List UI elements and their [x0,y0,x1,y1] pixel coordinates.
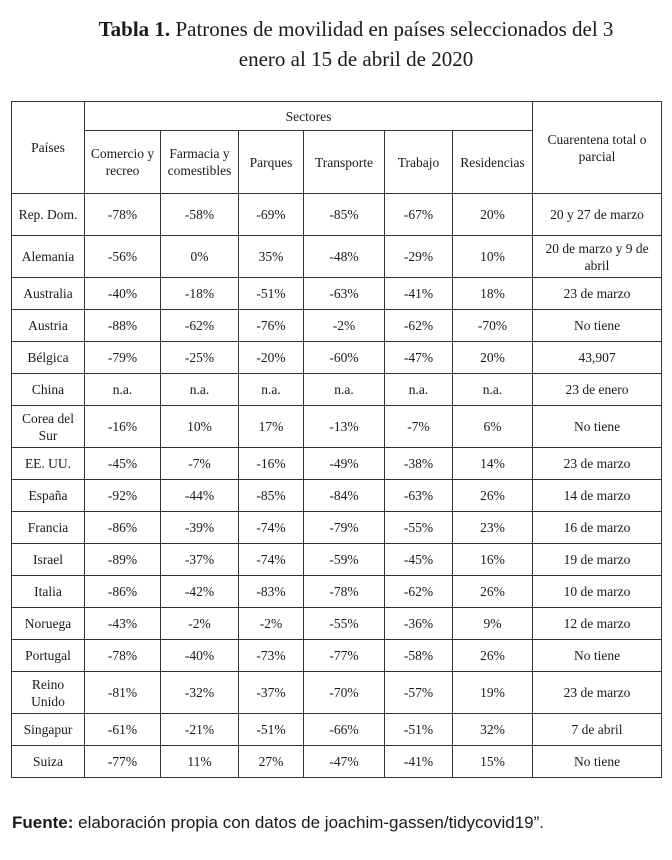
value-cell: -56% [85,236,161,278]
value-cell: 27% [239,746,304,778]
country-cell: Italia [12,576,85,608]
table-row [12,512,662,544]
table-number: Tabla 1. [98,17,171,41]
value-cell: -79% [304,512,385,544]
value-cell: -79% [85,342,161,374]
country-cell: China [12,374,85,406]
quarantine-cell: 20 de marzo y 9 de abril [533,236,662,278]
value-cell: 26% [453,576,533,608]
value-cell: -57% [385,672,453,714]
country-cell: Reino Unido [12,672,85,714]
value-cell: -39% [161,512,239,544]
value-cell: -16% [85,406,161,448]
value-cell: -21% [161,714,239,746]
value-cell: 0% [161,236,239,278]
value-cell: -55% [385,512,453,544]
value-cell: -40% [85,278,161,310]
value-cell: -85% [304,194,385,236]
value-cell: -63% [304,278,385,310]
table-row [12,480,662,512]
value-cell: -73% [239,640,304,672]
value-cell: 14% [453,448,533,480]
value-cell: -62% [385,576,453,608]
value-cell: 18% [453,278,533,310]
quarantine-cell: 14 de marzo [533,480,662,512]
value-cell: -83% [239,576,304,608]
country-cell: Austria [12,310,85,342]
value-cell: 6% [453,406,533,448]
table-title-line2: enero al 15 de abril de 2020 [238,47,474,71]
value-cell: -44% [161,480,239,512]
value-cell: -48% [304,236,385,278]
table-row [12,448,662,480]
quarantine-cell: 12 de marzo [533,608,662,640]
country-cell: Corea del Sur [12,406,85,448]
country-cell: Alemania [12,236,85,278]
table-row [12,236,662,278]
value-cell: n.a. [453,374,533,406]
value-cell: -67% [385,194,453,236]
source-text: elaboración propia con datos de joachim-gassen/tidycovid19”. [78,813,545,832]
value-cell: -20% [239,342,304,374]
value-cell: -78% [304,576,385,608]
country-cell: Noruega [12,608,85,640]
quarantine-cell: 7 de abril [533,714,662,746]
source-note [12,813,544,833]
value-cell: -18% [161,278,239,310]
table-title-line1: Patrones de movilidad en países seleccionados del 3 [175,17,614,41]
value-cell: -40% [161,640,239,672]
value-cell: -45% [85,448,161,480]
value-cell: -51% [239,278,304,310]
country-cell: Rep. Dom. [12,194,85,236]
quarantine-cell: 43,907 [533,342,662,374]
value-cell: -59% [304,544,385,576]
value-cell: -58% [385,640,453,672]
value-cell: -37% [161,544,239,576]
table-row [12,608,662,640]
value-cell: -66% [304,714,385,746]
header-quarantine: Cuarentena total o parcial [533,102,662,194]
value-cell: n.a. [161,374,239,406]
value-cell: -7% [161,448,239,480]
value-cell: -78% [85,640,161,672]
table-row [12,406,662,448]
value-cell: -47% [304,746,385,778]
value-cell: -70% [453,310,533,342]
value-cell: -77% [85,746,161,778]
value-cell: n.a. [85,374,161,406]
value-cell: -55% [304,608,385,640]
table-row [12,278,662,310]
table-row [12,544,662,576]
value-cell: -37% [239,672,304,714]
quarantine-cell: 23 de marzo [533,672,662,714]
value-cell: -42% [161,576,239,608]
value-cell: -60% [304,342,385,374]
quarantine-cell: No tiene [533,406,662,448]
value-cell: 26% [453,640,533,672]
table-row [12,640,662,672]
table-row [12,714,662,746]
value-cell: 17% [239,406,304,448]
value-cell: -88% [85,310,161,342]
value-cell: 10% [161,406,239,448]
value-cell: 20% [453,342,533,374]
country-cell: Francia [12,512,85,544]
value-cell: -49% [304,448,385,480]
value-cell: -13% [304,406,385,448]
value-cell: -41% [385,278,453,310]
value-cell: -36% [385,608,453,640]
quarantine-cell: 10 de marzo [533,576,662,608]
value-cell: -32% [161,672,239,714]
value-cell: 10% [453,236,533,278]
value-cell: -84% [304,480,385,512]
value-cell: -16% [239,448,304,480]
quarantine-cell: 23 de enero [533,374,662,406]
value-cell: -70% [304,672,385,714]
table-row [12,194,662,236]
value-cell: -85% [239,480,304,512]
value-cell: -41% [385,746,453,778]
table-row [12,576,662,608]
value-cell: 16% [453,544,533,576]
value-cell: -25% [161,342,239,374]
country-cell: Australia [12,278,85,310]
value-cell: -77% [304,640,385,672]
country-cell: Israel [12,544,85,576]
value-cell: -76% [239,310,304,342]
value-cell: -43% [85,608,161,640]
value-cell: -86% [85,512,161,544]
header-sector: Farmacia y comestibles [161,131,239,194]
value-cell: n.a. [239,374,304,406]
value-cell: n.a. [304,374,385,406]
header-sector: Comercio y recreo [85,131,161,194]
quarantine-cell: No tiene [533,746,662,778]
value-cell: 11% [161,746,239,778]
value-cell: 32% [453,714,533,746]
header-sector: Transporte [304,131,385,194]
quarantine-cell: 23 de marzo [533,448,662,480]
value-cell: 26% [453,480,533,512]
value-cell: -62% [385,310,453,342]
header-sector: Residencias [453,131,533,194]
value-cell: n.a. [385,374,453,406]
quarantine-cell: 23 de marzo [533,278,662,310]
value-cell: 15% [453,746,533,778]
value-cell: -51% [239,714,304,746]
table-row [12,310,662,342]
header-sectors: Sectores [85,102,533,131]
value-cell: 20% [453,194,533,236]
country-cell: Singapur [12,714,85,746]
country-cell: España [12,480,85,512]
value-cell: -2% [304,310,385,342]
value-cell: -58% [161,194,239,236]
header-sector: Trabajo [385,131,453,194]
country-cell: Bélgica [12,342,85,374]
table-title [40,14,672,74]
value-cell: -51% [385,714,453,746]
quarantine-cell: No tiene [533,640,662,672]
header-sector: Parques [239,131,304,194]
value-cell: -38% [385,448,453,480]
value-cell: -61% [85,714,161,746]
value-cell: -74% [239,544,304,576]
value-cell: 19% [453,672,533,714]
value-cell: -45% [385,544,453,576]
header-countries: Países [12,102,85,194]
country-cell: EE. UU. [12,448,85,480]
value-cell: -2% [239,608,304,640]
quarantine-cell: 20 y 27 de marzo [533,194,662,236]
table-row [12,746,662,778]
quarantine-cell: No tiene [533,310,662,342]
value-cell: -74% [239,512,304,544]
value-cell: -63% [385,480,453,512]
value-cell: -7% [385,406,453,448]
source-label: Fuente: [12,813,74,832]
country-cell: Suiza [12,746,85,778]
table-row [12,342,662,374]
value-cell: -29% [385,236,453,278]
value-cell: 23% [453,512,533,544]
value-cell: -62% [161,310,239,342]
value-cell: -78% [85,194,161,236]
value-cell: -89% [85,544,161,576]
mobility-table [11,101,662,778]
value-cell: 35% [239,236,304,278]
value-cell: -47% [385,342,453,374]
table-row [12,374,662,406]
country-cell: Portugal [12,640,85,672]
value-cell: -2% [161,608,239,640]
value-cell: -81% [85,672,161,714]
value-cell: 9% [453,608,533,640]
table-row [12,672,662,714]
quarantine-cell: 19 de marzo [533,544,662,576]
value-cell: -92% [85,480,161,512]
quarantine-cell: 16 de marzo [533,512,662,544]
value-cell: -86% [85,576,161,608]
value-cell: -69% [239,194,304,236]
